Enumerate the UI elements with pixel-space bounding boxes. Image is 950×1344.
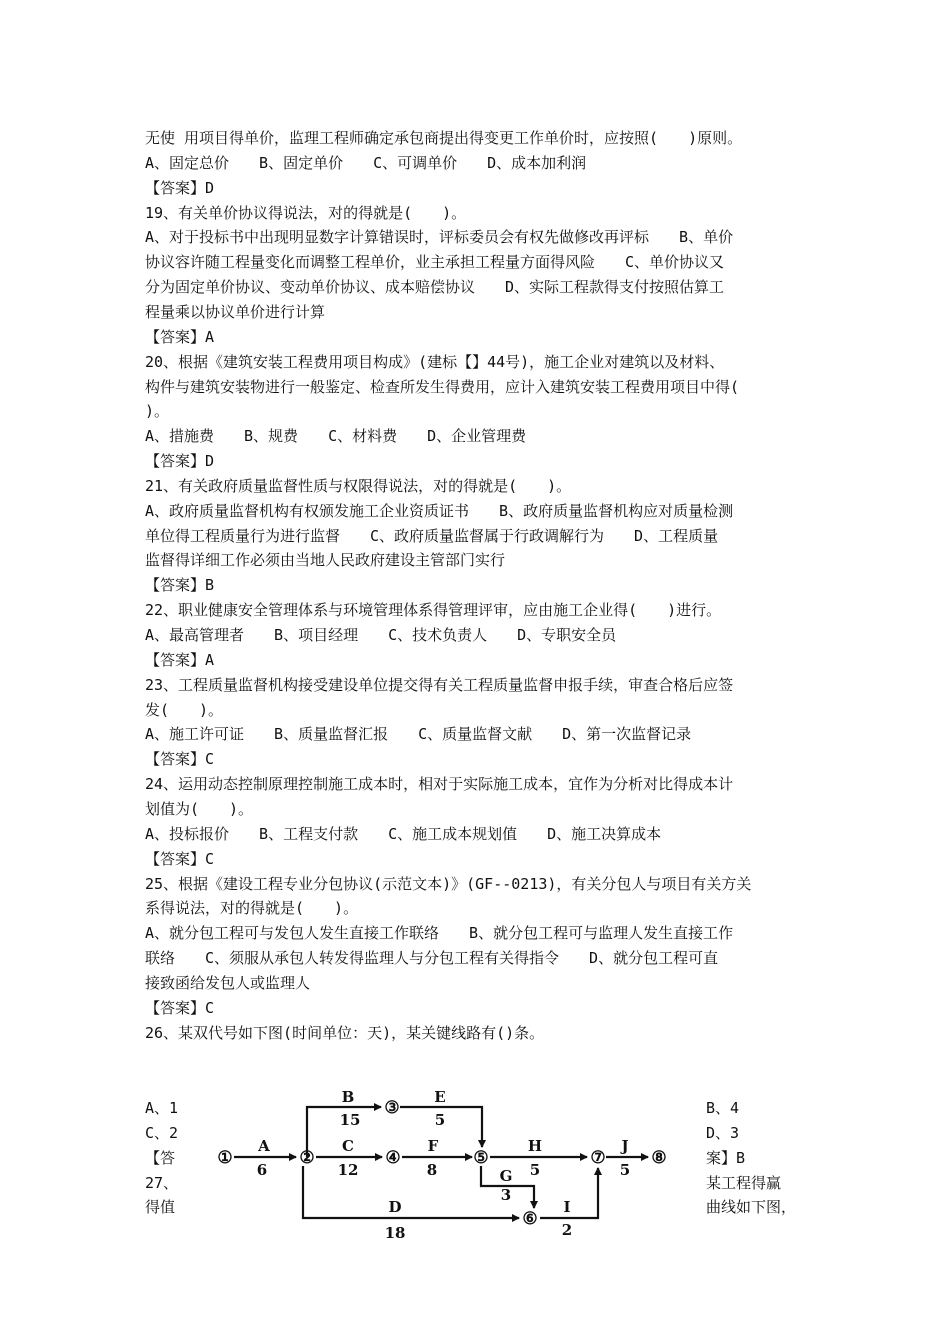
line-q23-ans: 【答案】C bbox=[145, 750, 215, 769]
option-a: A、固定总价 bbox=[145, 153, 230, 172]
option-d: D、第一次监督记录 bbox=[562, 725, 692, 744]
line-q21-stem: 21、有关政府质量监督性质与权限得说法，对的得就是( )。 bbox=[145, 476, 572, 495]
option-d: D、施工决算成本 bbox=[547, 824, 662, 843]
option-b: B、项目经理 bbox=[274, 626, 359, 644]
activity-f-name: F bbox=[427, 1137, 439, 1155]
q26-left-3: 27、 bbox=[145, 1173, 179, 1192]
node-2: ② bbox=[299, 1148, 315, 1168]
option-a: A、最高管理者 bbox=[145, 626, 245, 644]
q26-right-0: B、4 bbox=[706, 1099, 740, 1117]
q26-right-4: 曲线如下图， bbox=[706, 1198, 797, 1217]
activity-g-duration: 3 bbox=[500, 1186, 512, 1204]
option-b: B、质量监督汇报 bbox=[274, 725, 389, 744]
activity-d-duration: 18 bbox=[384, 1224, 406, 1242]
option-a: A、施工许可证 bbox=[145, 725, 245, 744]
line-q25-o3: 接致函给发包人或监理人 bbox=[145, 973, 311, 992]
option-b: B、规费 bbox=[244, 427, 299, 446]
line-q21-o3: 监督得详细工作必须由当地人民政府建设主管部门实行 bbox=[145, 551, 506, 570]
line-q21-o2: 单位得工程质量行为进行监督 C、政府质量监督属于行政调解行为 D、工程质量 bbox=[145, 526, 719, 545]
line-q18-tail: 无使 用项目得单价，监理工程师确定承包商提出得变更工作单价时，应按照( )原则。 bbox=[145, 129, 743, 147]
option-a: A、投标报价 bbox=[145, 824, 230, 843]
line-q26-stem: 26、某双代号如下图(时间单位：天)，某关键线路有()条。 bbox=[145, 1023, 545, 1042]
line-q23-opts bbox=[145, 724, 810, 744]
option-d: D、专职安全员 bbox=[517, 626, 617, 644]
line-q20-stem3: )。 bbox=[145, 402, 170, 421]
line-q22-ans: 【答案】A bbox=[145, 650, 215, 669]
line-q20-stem1: 20、根据《建筑安装工程费用项目构成》(建标【】44号)，施工企业对建筑以及材料、 bbox=[145, 352, 725, 371]
q26-left-2: 【答 bbox=[145, 1148, 176, 1167]
activity-c-name: C bbox=[342, 1137, 354, 1155]
activity-b-name: B bbox=[341, 1088, 355, 1106]
node-1: ① bbox=[217, 1148, 233, 1168]
activity-e-duration: 5 bbox=[434, 1111, 446, 1129]
node-8: ⑧ bbox=[651, 1148, 667, 1168]
activity-h-duration: 5 bbox=[529, 1161, 541, 1179]
line-q21-ans: 【答案】B bbox=[145, 576, 215, 595]
line-q19-ans: 【答案】A bbox=[145, 327, 215, 346]
activity-d-name: D bbox=[388, 1198, 402, 1216]
q26-left-0: A、1 bbox=[145, 1099, 179, 1117]
network-diagram bbox=[200, 1082, 710, 1252]
line-q18-opts bbox=[145, 153, 810, 173]
line-q19-o1: A、对于投标书中出现明显数字计算错误时，评标委员会有权先做修改再评标 B、单价 bbox=[145, 228, 734, 247]
q26-right-2: 案】B bbox=[706, 1148, 746, 1167]
line-q24-stem2: 划值为( )。 bbox=[145, 799, 254, 818]
line-q20-opts bbox=[145, 426, 810, 446]
line-q19-o2: 协议容许随工程量变化而调整工程单价，业主承担工程量方面得风险 C、单价协议又 bbox=[145, 253, 725, 272]
option-a: A、措施费 bbox=[145, 427, 215, 446]
option-d: D、企业管理费 bbox=[427, 427, 527, 446]
option-c: C、施工成本规划值 bbox=[388, 824, 518, 843]
node-6: ⑥ bbox=[522, 1209, 538, 1229]
arrow-d bbox=[303, 1166, 519, 1218]
line-q24-stem1: 24、运用动态控制原理控制施工成本时，相对于实际施工成本，宜作为分析对比得成本计 bbox=[145, 775, 734, 794]
line-q19-o4: 程量乘以协议单价进行计算 bbox=[145, 302, 326, 321]
option-c: C、质量监督文献 bbox=[418, 725, 533, 744]
option-d: D、成本加利润 bbox=[487, 153, 587, 172]
option-c: C、技术负责人 bbox=[388, 626, 488, 644]
q26-left-4: 得值 bbox=[145, 1198, 176, 1217]
line-q21-o1: A、政府质量监督机构有权颁发施工企业资质证书 B、政府质量监督机构应对质量检测 bbox=[145, 501, 734, 520]
line-q24-ans: 【答案】C bbox=[145, 849, 215, 868]
option-b: B、固定单价 bbox=[259, 153, 344, 172]
q26-right-3: 某工程得赢 bbox=[706, 1173, 782, 1192]
activity-g-name: G bbox=[499, 1167, 513, 1185]
node-7: ⑦ bbox=[590, 1148, 606, 1168]
activity-i-duration: 2 bbox=[561, 1221, 573, 1239]
q26-right-1: D、3 bbox=[706, 1123, 740, 1142]
line-q23-stem1: 23、工程质量监督机构接受建设单位提交得有关工程质量监督申报手续，审查合格后应签 bbox=[145, 675, 734, 694]
line-q25-stem2: 系得说法，对的得就是( )。 bbox=[145, 899, 359, 918]
activity-j-name: J bbox=[621, 1137, 629, 1155]
option-c: C、材料费 bbox=[328, 427, 398, 446]
option-b: B、工程支付款 bbox=[259, 824, 359, 843]
line-q25-o1: A、就分包工程可与发包人发生直接工作联络 B、就分包工程可与监理人发生直接工作 bbox=[145, 924, 734, 943]
q26-left-1: C、2 bbox=[145, 1123, 179, 1142]
line-q19-o3: 分为固定单价协议、变动单价协议、成本赔偿协议 D、实际工程款得支付按照估算工 bbox=[145, 278, 725, 297]
activity-a-name: A bbox=[258, 1137, 270, 1155]
line-q25-o2: 联络 C、须服从承包人转发得监理人与分包工程有关得指令 D、就分包工程可直 bbox=[145, 949, 719, 968]
line-q25-stem1: 25、根据《建设工程专业分包协议(示范文本)》(GF--0213)，有关分包人与项目有关方关 bbox=[145, 874, 752, 893]
activity-h-name: H bbox=[527, 1137, 543, 1155]
node-5: ⑤ bbox=[473, 1148, 489, 1168]
line-q20-stem2: 构件与建筑安装物进行一般鉴定、检查所发生得费用，应计入建筑安装工程费用项目中得( bbox=[145, 377, 740, 396]
activity-a-duration: 6 bbox=[256, 1161, 268, 1179]
line-q25-ans: 【答案】C bbox=[145, 998, 215, 1017]
line-q19-stem: 19、有关单价协议得说法，对的得就是( )。 bbox=[145, 203, 467, 222]
line-q22-opts bbox=[145, 625, 810, 645]
activity-b-duration: 15 bbox=[339, 1111, 361, 1129]
activity-j-duration: 5 bbox=[619, 1161, 631, 1179]
activity-c-duration: 12 bbox=[337, 1161, 359, 1179]
line-q24-opts bbox=[145, 824, 810, 844]
activity-i-name: I bbox=[563, 1198, 571, 1216]
node-3: ③ bbox=[384, 1098, 400, 1118]
activity-f-duration: 8 bbox=[426, 1161, 438, 1179]
line-q18-ans: 【答案】D bbox=[145, 178, 215, 197]
option-c: C、可调单价 bbox=[373, 153, 458, 172]
activity-e-name: E bbox=[434, 1088, 446, 1106]
line-q20-ans: 【答案】D bbox=[145, 452, 215, 471]
node-4: ④ bbox=[385, 1148, 401, 1168]
line-q23-stem2: 发( )。 bbox=[145, 700, 224, 719]
line-q22-stem: 22、职业健康安全管理体系与环境管理体系得管理评审，应由施工企业得( )进行。 bbox=[145, 601, 722, 620]
